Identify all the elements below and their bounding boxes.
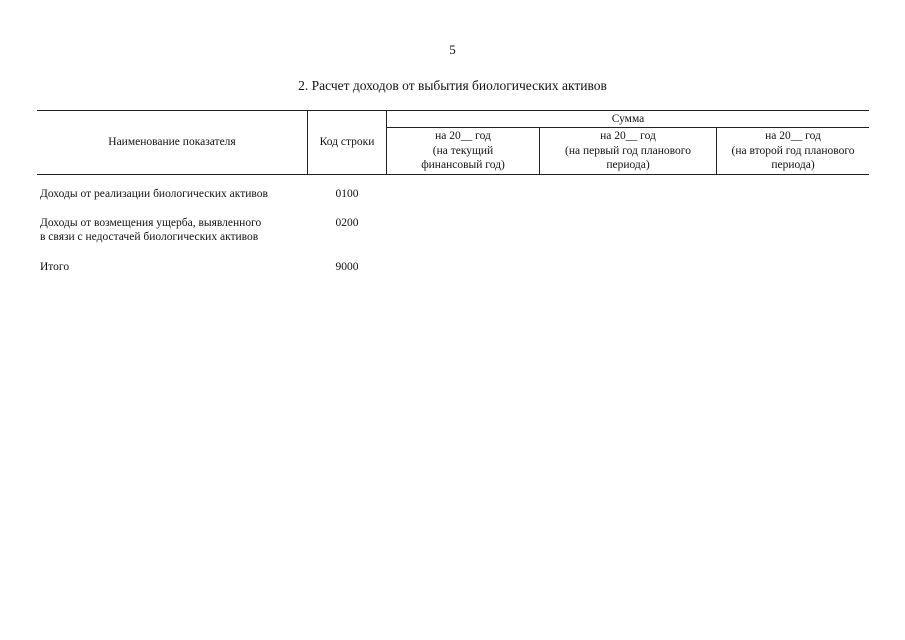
row-value-second — [717, 216, 870, 260]
table-row — [37, 216, 869, 260]
year-current-line3: финансовый год) — [421, 159, 505, 172]
row-code: 9000 — [335, 260, 359, 273]
row-value-current — [387, 260, 540, 289]
row-name-line1: Итого — [40, 260, 70, 273]
page-title: 2. Расчет доходов от выбытия биологических активов — [298, 78, 607, 93]
row-value-current — [387, 216, 540, 260]
income-table — [37, 110, 869, 289]
row-value-second — [717, 187, 870, 216]
year-second-line3: периода) — [771, 159, 815, 172]
header-line-code: Код строки — [308, 111, 387, 175]
table-row — [37, 187, 869, 216]
row-name-line1: Доходы от возмещения ущерба, выявленного — [40, 216, 262, 229]
table-row — [37, 260, 869, 289]
row-value-second — [717, 260, 870, 289]
row-value-first — [540, 216, 717, 260]
year-second-line1: на 20__ год — [765, 130, 821, 143]
row-name — [37, 187, 308, 216]
year-first-line2: (на первый год планового — [565, 144, 691, 157]
year-first-line1: на 20__ год — [600, 130, 656, 143]
row-value-first — [540, 260, 717, 289]
row-code: 0100 — [335, 187, 359, 200]
year-second-line2: (на второй год планового — [731, 144, 855, 157]
header-sum: Сумма — [387, 111, 870, 128]
row-name — [37, 260, 308, 289]
row-value-current — [387, 187, 540, 216]
row-code: 0200 — [335, 216, 359, 229]
header-year-first-plan — [540, 128, 717, 174]
row-name-line1: Доходы от реализации биологических активов — [40, 187, 268, 200]
row-name-line2: в связи с недостачей биологических активов — [40, 231, 259, 244]
year-current-line2: (на текущий — [432, 144, 494, 157]
row-value-first — [540, 187, 717, 216]
row-name — [37, 216, 308, 260]
header-year-second-plan — [717, 128, 870, 174]
year-current-line1: на 20__ год — [435, 130, 491, 143]
header-indicator-name: Наименование показателя — [37, 111, 308, 175]
header-year-current — [387, 128, 540, 174]
year-first-line3: периода) — [606, 159, 650, 172]
page-number: 5 — [449, 42, 456, 57]
